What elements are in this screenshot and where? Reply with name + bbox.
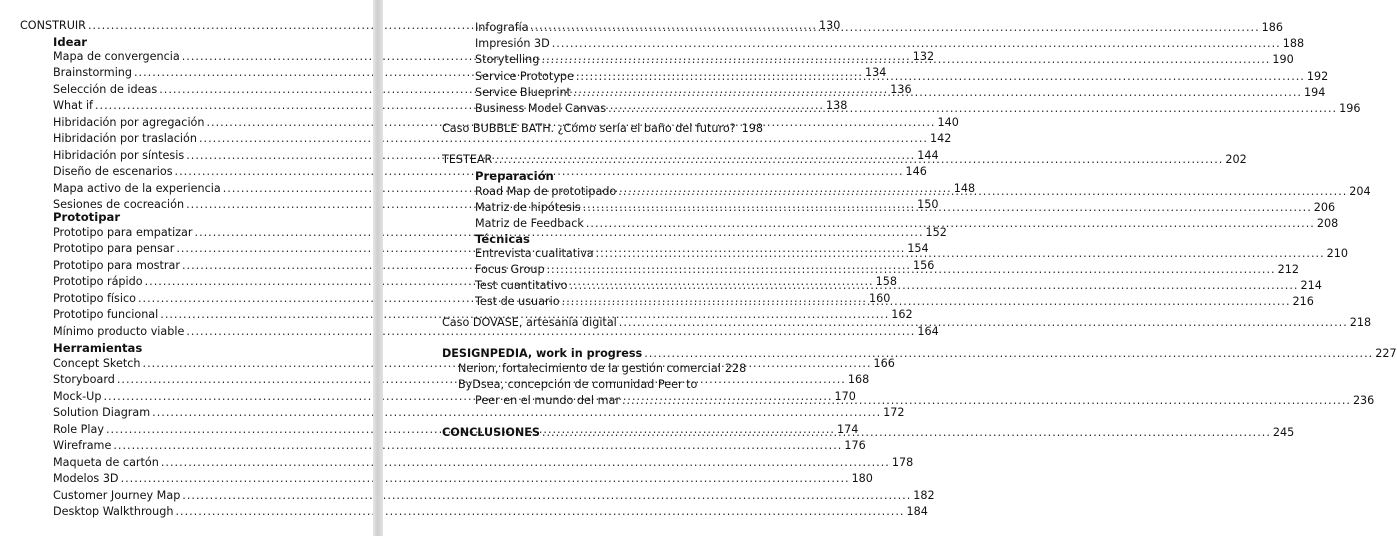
toc-entry[interactable]: [53, 488, 935, 504]
toc-entry-title: Mapa activo de la experiencia: [53, 181, 221, 195]
toc-entry-page: 204: [1349, 185, 1371, 198]
toc-entry-page: 186: [1261, 21, 1283, 34]
toc-entry-page: 158: [875, 275, 897, 289]
toc-entry-page: 142: [929, 132, 952, 146]
section-heading-preparacion: Preparación: [475, 169, 554, 183]
toc-entry-page: 174: [837, 422, 859, 436]
toc-entry-title: CONSTRUIR: [20, 19, 86, 32]
dot-leader: [622, 393, 1351, 409]
toc-entry-title: TESTEAR: [442, 153, 493, 166]
toc-entry-title: Mapa de convergencia: [53, 50, 180, 63]
toc-entry-title: Test cuantitativo: [475, 279, 568, 292]
toc-entry-title: Infografía: [475, 21, 529, 34]
toc-entry-page: 170: [834, 389, 856, 403]
toc-entry-title: Road Map de prototipado: [475, 185, 617, 198]
dot-leader: [494, 152, 1223, 168]
toc-entry-page: 245: [1272, 426, 1295, 439]
toc-entry-title: CONCLUSIONES: [442, 426, 540, 439]
toc-entry-page: 160: [868, 291, 891, 305]
toc-entry-designpedia[interactable]: [442, 346, 1397, 362]
toc-entry-title: Maqueta de cartón: [53, 455, 159, 469]
dot-leader: [547, 262, 1276, 278]
toc-entry-title: Matriz de Feedback: [475, 217, 584, 230]
toc-entry-page: 168: [847, 373, 870, 387]
toc-entry-page: 194: [1303, 85, 1326, 99]
toc-entry-title: Mock-Up: [53, 389, 102, 403]
toc-entry-title: Matriz de hipótesis: [475, 201, 581, 214]
toc-entry-page: 180: [851, 472, 873, 486]
toc-entry-title: Prototipo para empatizar: [53, 226, 193, 239]
dot-leader: [619, 315, 1348, 331]
dot-leader: [552, 36, 1281, 52]
toc-entry-bydsea-line1[interactable]: ByDsea, concepción de comunidad Peer to: [458, 378, 698, 391]
toc-entry-title: Peer en el mundo del mar: [475, 394, 620, 407]
toc-entry-page: 182: [913, 488, 935, 502]
toc-entry-page: 198: [741, 122, 763, 135]
toc-entry-title: Prototipo físico: [53, 291, 136, 305]
toc-entry-title: What if: [53, 99, 93, 113]
toc-entry[interactable]: [475, 36, 1305, 52]
toc-entry-page: 178: [891, 455, 914, 469]
toc-entry[interactable]: [475, 216, 1339, 232]
toc-entry-title: Brainstorming: [53, 66, 132, 80]
toc-entry-page: 208: [1316, 217, 1339, 230]
toc-entry-title: Concept Sketch: [53, 357, 141, 370]
toc-entry-page: 176: [844, 439, 866, 453]
toc-entry-title: Customer Journey Map: [53, 488, 181, 502]
toc-entry-title: Role Play: [53, 422, 104, 436]
toc-entry-page: 140: [937, 115, 959, 129]
toc-entry-page: 164: [917, 324, 939, 338]
toc-entry-page: 210: [1326, 247, 1349, 260]
toc-entry-title: Caso DOVASE, artesanía digital: [442, 316, 617, 329]
toc-entry-page: 150: [917, 198, 939, 212]
toc-entry-page: 236: [1352, 394, 1375, 407]
toc-entry-title: Hibridación por agregación: [53, 115, 205, 129]
toc-entry-title: Modelos 3D: [53, 472, 119, 486]
toc-entry-title: Business Model Canvas: [475, 102, 607, 115]
toc-entry-page: 190: [1272, 53, 1294, 67]
dot-leader: [583, 200, 1312, 216]
dot-leader: [596, 246, 1325, 262]
toc-entry-page: 172: [883, 406, 905, 420]
dot-leader: [541, 52, 1270, 68]
dot-leader: [644, 346, 1373, 362]
toc-entry-page: 202: [1225, 153, 1247, 166]
toc-entry-page: 136: [890, 82, 912, 96]
toc-entry-page: 132: [912, 50, 935, 63]
toc-entry[interactable]: [53, 438, 866, 454]
toc-entry-title: Service Prototype: [475, 69, 574, 83]
toc-entry-title: Focus Group: [475, 263, 545, 276]
toc-entry-page: 130: [818, 19, 841, 32]
dot-leader: [586, 216, 1315, 232]
toc-entry-title: Prototipo funcional: [53, 308, 159, 322]
toc-entry[interactable]: [53, 471, 873, 487]
toc-entry-page: 227: [1375, 347, 1397, 360]
toc-entry-page: 152: [925, 226, 947, 239]
toc-entry-page: 146: [905, 165, 927, 179]
toc-entry-title: Prototipo para pensar: [53, 242, 175, 256]
section-heading-tecnicas: Técnicas: [475, 232, 530, 246]
toc-entry-caso-bubble-bath[interactable]: [442, 121, 763, 137]
toc-entry-title: Diseño de escenarios: [53, 165, 173, 179]
toc-entry-title: Hibridación por síntesis: [53, 148, 185, 162]
toc-entry-page: 156: [912, 258, 935, 272]
toc-entry-title: Storyboard: [53, 373, 115, 387]
toc-entry-page: 134: [865, 66, 887, 80]
toc-entry-title: Selección de ideas: [53, 82, 158, 96]
toc-entry-title: Test de usuario: [475, 295, 560, 308]
section-heading-herramientas: Herramientas: [53, 341, 143, 355]
toc-entry-page: 154: [907, 242, 929, 256]
toc-entry-page: 138: [826, 99, 848, 113]
toc-entry-title: Hibridación por traslación: [53, 132, 197, 146]
toc-entry-title: Desktop Walkthrough: [53, 505, 174, 519]
toc-entry-page: 184: [906, 505, 928, 519]
toc-entry-title: Nerion, fortalecimiento de la gestión comercial: [458, 362, 721, 375]
toc-entry-title: Solution Diagram: [53, 406, 151, 420]
toc-entry-page: 228: [724, 362, 747, 375]
toc-entry-title: Entrevista cualitativa: [475, 247, 594, 260]
toc-entry-title: Caso BUBBLE BATH. ¿Cómo sería el baño del futuro?: [442, 122, 736, 135]
dot-leader: [542, 425, 1271, 441]
toc-entry-nerion[interactable]: [458, 361, 747, 377]
toc-entry-page: 144: [917, 148, 939, 162]
toc-entry-page: 216: [1292, 295, 1314, 308]
toc-entry-page: 212: [1277, 263, 1299, 276]
toc-entry-title: Sesiones de cocreación: [53, 198, 185, 212]
toc-entry-title: Storytelling: [475, 53, 540, 67]
book-gutter: [373, 0, 383, 536]
toc-entry-title: Impresión 3D: [475, 37, 550, 51]
toc-entry-title: Service Blueprint: [475, 85, 571, 99]
dot-leader: [608, 101, 1337, 117]
toc-entry-page: 192: [1306, 69, 1329, 83]
toc-entry-title: Wireframe: [53, 439, 112, 453]
toc-entry-page: 188: [1282, 37, 1305, 51]
toc-entry[interactable]: [53, 131, 952, 147]
toc-entry-title: Prototipo para mostrar: [53, 258, 180, 272]
dot-leader: [531, 20, 1260, 36]
toc-entry-page: 206: [1313, 201, 1336, 214]
dot-leader: [573, 85, 1302, 101]
dot-leader: [569, 278, 1298, 294]
toc-entry-title: DESIGNPEDIA, work in progress: [442, 347, 643, 360]
toc-entry-title: Prototipo rápido: [53, 275, 143, 289]
toc-entry-page: 218: [1349, 316, 1372, 329]
toc-entry[interactable]: [53, 405, 905, 421]
toc-entry[interactable]: [53, 324, 939, 340]
dot-leader: [562, 294, 1291, 310]
toc-entry-title: Mínimo producto viable: [53, 324, 185, 338]
toc-entry-page: 148: [953, 181, 976, 195]
toc-entry-page: 214: [1300, 279, 1322, 292]
section-heading-idear: Idear: [53, 35, 88, 49]
dot-leader: [576, 69, 1305, 85]
toc-entry-page: 162: [891, 308, 913, 322]
toc-entry-page: 196: [1339, 102, 1361, 115]
toc-entry[interactable]: [53, 504, 928, 520]
section-heading-prototipar: Prototipar: [53, 210, 121, 224]
dot-leader: [618, 184, 1347, 200]
toc-entry[interactable]: [53, 455, 914, 471]
toc-entry-page: 166: [873, 357, 895, 370]
